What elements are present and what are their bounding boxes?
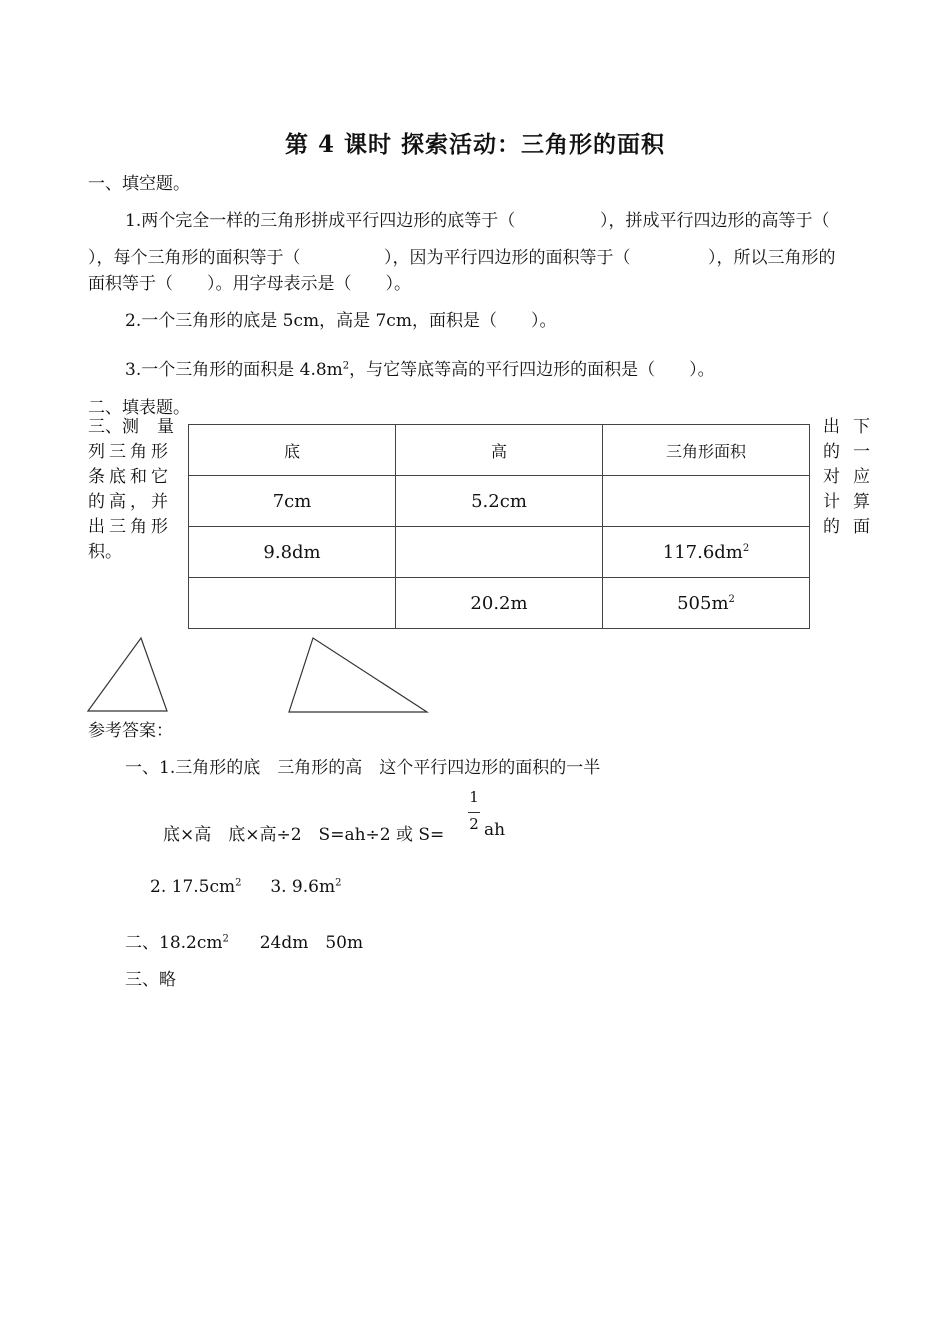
answer-section2-b: 24dm 50m: [259, 933, 364, 953]
table-header-cell: 三角形面积: [603, 425, 810, 476]
q1-line1-a: 1.两个完全一样的三角形拼成平行四边形的底等于（: [125, 211, 516, 231]
answer-2-3: 2. $17.5cm^2$ 3. $9.6m^2$: [150, 877, 342, 897]
section3-right-line: 计 算: [823, 492, 870, 512]
q1-line3: 面积等于（ ）。用字母表示是（ ）。: [88, 274, 411, 294]
section3-left-line: 积。: [88, 542, 122, 562]
section3-right-line: 的 一: [823, 442, 870, 462]
q3-sup: 2: [342, 360, 350, 372]
table-cell: [603, 476, 810, 527]
answer-section3: 三、略: [125, 970, 176, 990]
fraction-numerator: 1: [469, 788, 479, 806]
fill-in-table: [188, 424, 810, 629]
section3-left-text: [88, 415, 174, 565]
answer-3: 3. 9.6m: [270, 877, 336, 897]
section3-left-line: 的高，并: [88, 492, 172, 512]
table-row: [189, 527, 810, 578]
answers-heading: 参考答案：: [88, 721, 173, 741]
fraction-denominator: 2: [469, 815, 479, 833]
answer-1-line2-a: 底×高 底×高÷2 S=ah÷2 或 S=: [163, 825, 445, 845]
q2: 2.一个三角形的底是 5cm，高是 7cm，面积是（ ）。: [125, 311, 557, 331]
section3-left-line: 列三角形: [88, 442, 172, 462]
triangle-figures: [80, 632, 440, 720]
answer-2: 2. 17.5cm: [150, 877, 236, 897]
answer-section2: 二、$18.2cm^2$ 24dm 50m: [125, 933, 364, 953]
q1-line1-b: ），拼成平行四边形的高等于（: [600, 211, 830, 231]
section1-heading: 一、填空题。: [88, 174, 190, 194]
table-cell: 20.2m: [396, 578, 603, 629]
table-cell: 5.2cm: [396, 476, 603, 527]
table-header-cell: 底: [189, 425, 396, 476]
table-cell: $117.6dm^2$: [603, 527, 810, 578]
section3-left-line: 出三角形: [88, 517, 172, 537]
q1-line2-c: ），所以三角形的: [708, 248, 836, 268]
table-cell: 7cm: [189, 476, 396, 527]
section3-right-line: 的 面: [823, 517, 870, 537]
section3-right-line: 对 应: [823, 467, 870, 487]
q3-text-b: ，与它等底等高的平行四边形的面积是（ ）。: [349, 360, 715, 380]
q1-line2-a: ），每个三角形的面积等于（: [88, 248, 301, 268]
answer-section2-a: 二、18.2cm: [125, 933, 223, 953]
table-header-cell: 高: [396, 425, 603, 476]
table-row: [189, 476, 810, 527]
answer-1-line1: 一、1.三角形的底 三角形的高 这个平行四边形的面积的一半: [125, 758, 601, 778]
section3-left-line: 条底和它: [88, 467, 172, 487]
section3-right-text: [823, 415, 870, 540]
q1-line2-b: ），因为平行四边形的面积等于（: [384, 248, 631, 268]
table-cell: $505m^2$: [603, 578, 810, 629]
table-cell: [396, 527, 603, 578]
triangle-1: [88, 638, 167, 711]
table-row: [189, 578, 810, 629]
section2-heading: 二、填表题。: [88, 398, 190, 418]
section3-left-line: 三、测 量: [88, 417, 174, 437]
q3-text-a: 3.一个三角形的面积是 4.8m: [125, 360, 343, 380]
fraction-bar: [468, 812, 480, 813]
triangle-2: [289, 638, 427, 712]
section3-right-line: 出 下: [823, 417, 870, 437]
table-cell: 9.8dm: [189, 527, 396, 578]
table-cell: [189, 578, 396, 629]
page-title: 第 4 课时 探索活动：三角形的面积: [284, 131, 666, 158]
q3: [125, 355, 715, 380]
answer-1-line2-b: ah: [484, 820, 506, 840]
table-header-row: [189, 425, 810, 476]
